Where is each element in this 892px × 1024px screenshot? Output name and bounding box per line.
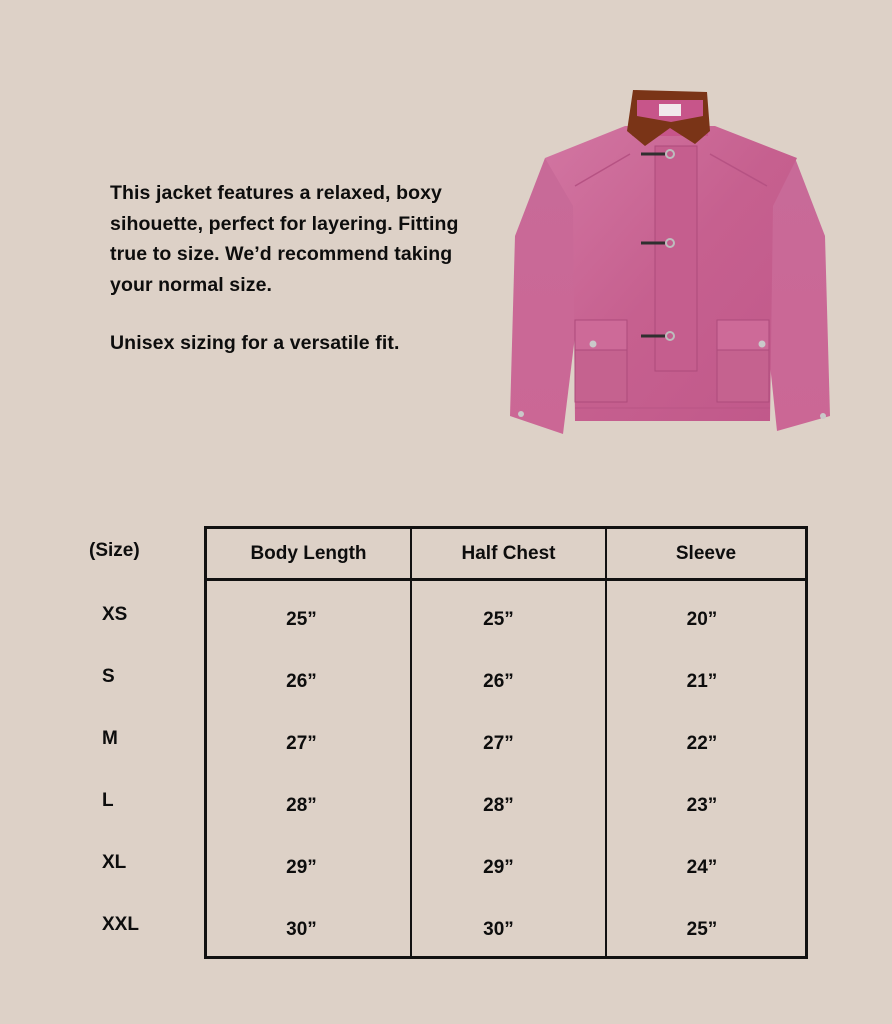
header-body-length: Body Length (207, 529, 412, 578)
table-cell: 25” (686, 919, 718, 940)
product-image-jacket (505, 86, 835, 442)
table-cell: 25” (483, 609, 514, 630)
table-cell: 27” (286, 733, 317, 754)
table-cell: 28” (483, 795, 514, 816)
half-chest-column (412, 581, 607, 956)
table-cell: 28” (286, 795, 317, 816)
table-cell: 21” (686, 671, 718, 692)
header-half-chest: Half Chest (412, 529, 607, 578)
table-cell: 26” (483, 671, 514, 692)
table-cell: 27” (483, 733, 514, 754)
sleeve-column (607, 581, 805, 956)
fit-description: This jacket features a relaxed, boxy sihouette, perfect for layering. Fitting true to size. We’d recommend taking your normal size. (110, 182, 459, 296)
table-cell: 25” (286, 609, 317, 630)
table-cell: 24” (686, 857, 718, 878)
unisex-note: Unisex sizing for a versatile fit. (110, 332, 400, 354)
size-label-l: L (102, 790, 114, 811)
size-labels (102, 576, 202, 948)
size-label-xl: XL (102, 852, 127, 873)
size-label-s: S (102, 666, 115, 687)
size-label-xs: XS (102, 604, 128, 625)
table-cell: 26” (286, 671, 317, 692)
body-length-column (207, 581, 412, 956)
size-chart-table (204, 526, 808, 959)
size-label-m: M (102, 728, 118, 749)
table-cell: 22” (686, 733, 718, 754)
header-sleeve: Sleeve (675, 542, 737, 564)
size-label-xxl: XXL (102, 914, 139, 935)
table-cell: 29” (483, 857, 514, 878)
product-description (110, 178, 500, 359)
table-cell: 30” (483, 919, 514, 940)
table-cell: 30” (286, 919, 317, 940)
table-header-row (207, 529, 805, 581)
table-cell: 20” (686, 609, 718, 630)
size-column-header: (Size) (89, 540, 140, 561)
table-body (207, 581, 805, 956)
table-cell: 23” (686, 795, 718, 816)
table-cell: 29” (286, 857, 317, 878)
